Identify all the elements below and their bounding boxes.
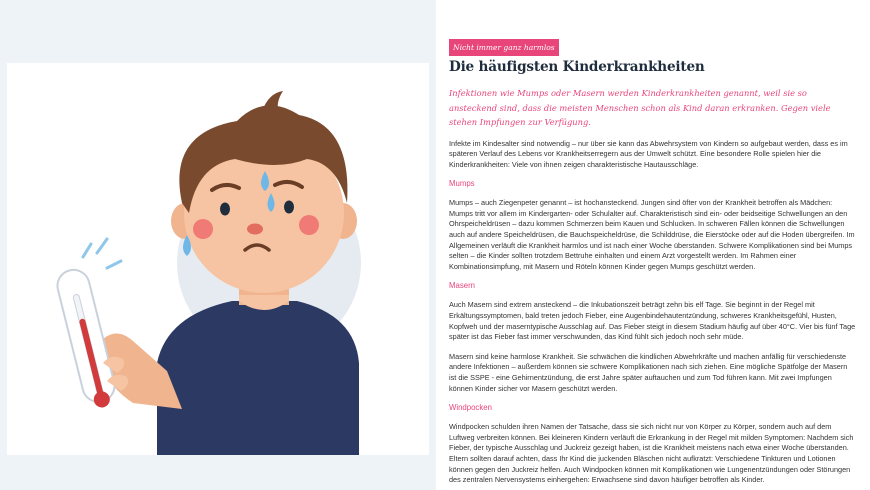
intro-paragraph: Infekte im Kindesalter sind notwendig – nur über sie kann das Abwehrsystem von Kindern so aufgebaut werden, dass es im späteren Verlauf des Lebens vor Krankheitserregern aus der Umwelt schützt. Eine besondere Rolle spielen hier die Kinderkrankheiten: Viele von ihnen zeigen charakteristische Hautausschläge. xyxy=(449,138,848,169)
mumps-paragraph: Mumps – auch Ziegenpeter genannt – ist hochansteckend. Jungen sind öfter von der Krankheit betroffen als Mädchen: Mumps tritt vor allem im Kindergarten- oder Schulalter auf. Charakteristisch sind ein- oder beidseitige Schwellungen an den Ohrspeicheldrüsen – dazu kommen Schmerzen beim Kauen und Schlucken. In schweren Fällen können die Schwellungen auch auf andere Speicheldrüsen, die Bauchspeicheldrüse, die Schilddrüse, die Eierstöcke oder auf die Hoden übergreifen. Im Allgemeinen verläuft die Krankheit harmlos und ist nach einer Woche überstanden. Schwere Komplikationen sind bei Mumps selten – die Kinder sollten trotzdem Bettruhe einhalten und einem Arzt vorgestellt werden. Im Rahmen einer Kombinationsimpfung, mit Masern und Röteln können Kinder gegen Mumps geschützt werden. xyxy=(449,198,855,271)
windpocken-paragraph: Windpocken schulden ihren Namen der Tatsache, dass sie sich nicht nur von Körper zu Körper, sondern auch auf dem Luftweg verbreiten können. Bei kleineren Kindern verläuft die Erkrankung in der Regel mit milden Symptomen: Nachdem sich Fieber, der typische Ausschlag und Juckreiz gezeigt haben, ist die Krankheit meistens nach etwa einer Woche überstanden. Eltern sollten darauf achten, dass Ihr Kind die juckenden Bläschen nicht aufkratzt: Verschiedene Tinkturen und Lotionen können gegen den Juckreiz helfen. Auch Windpocken können mit Komplikationen wie Lungenentzündungen oder Störungen des zentralen Nervensystems einhergehen: Erwachsene sind davon häufiger betroffen als Kinder. xyxy=(449,422,854,485)
section-heading-masern: Masern xyxy=(449,281,475,291)
section-heading-windpocken: Windpocken xyxy=(449,403,492,413)
masern-paragraph-1: Auch Masern sind extrem ansteckend – die Inkubationszeit beträgt zehn bis elf Tage. Sie beginnt in der Regel mit Erkältungssymptomen, bald treten jedoch Fieber, eine Augenbindehautentzündung, schweres Krankheitsgefühl, Husten, Kopfweh und der maserntypische Ausschlag auf. Das Fieber steigt in diesem Stadium häufig auf über 40°C. Vier bis fünf Tage später ist das Fieber fast immer verschwunden, das Kind fühlt sich jedoch noch sehr müde. xyxy=(449,300,856,342)
article-title: Die häufigsten Kinderkrankheiten xyxy=(449,59,705,75)
article xyxy=(436,0,870,490)
masern-paragraph-2: Masern sind keine harmlose Krankheit. Sie schwächen die kindlichen Abwehrkräfte und machen anfällig für verschiedenste andere Infektionen – außerdem können sie schwere Komplikationen nach sich ziehen. Eine mögliche Spätfolge der Masern ist die SSPE - eine Gehirnentzündung, die erst Jahre später auftauchen und zum Tod führen kann. Mit zwei Impfungen können Kinder sicher vor Masern geschützt werden. xyxy=(449,351,848,393)
scrollbar[interactable] xyxy=(866,0,870,490)
sick-child-icon xyxy=(7,63,429,455)
article-lead: Infektionen wie Mumps oder Masern werden Kinderkrankheiten genannt, weil sie so ansteckend sind, dass die meisten Menschen schon als Kind daran erkranken. Gegen viele stehen Impfungen zur Verfügung. xyxy=(449,88,831,127)
kicker-badge: Nicht immer ganz harmlos xyxy=(449,39,559,56)
sick-child-illustration xyxy=(7,63,429,455)
section-heading-mumps: Mumps xyxy=(449,179,475,189)
